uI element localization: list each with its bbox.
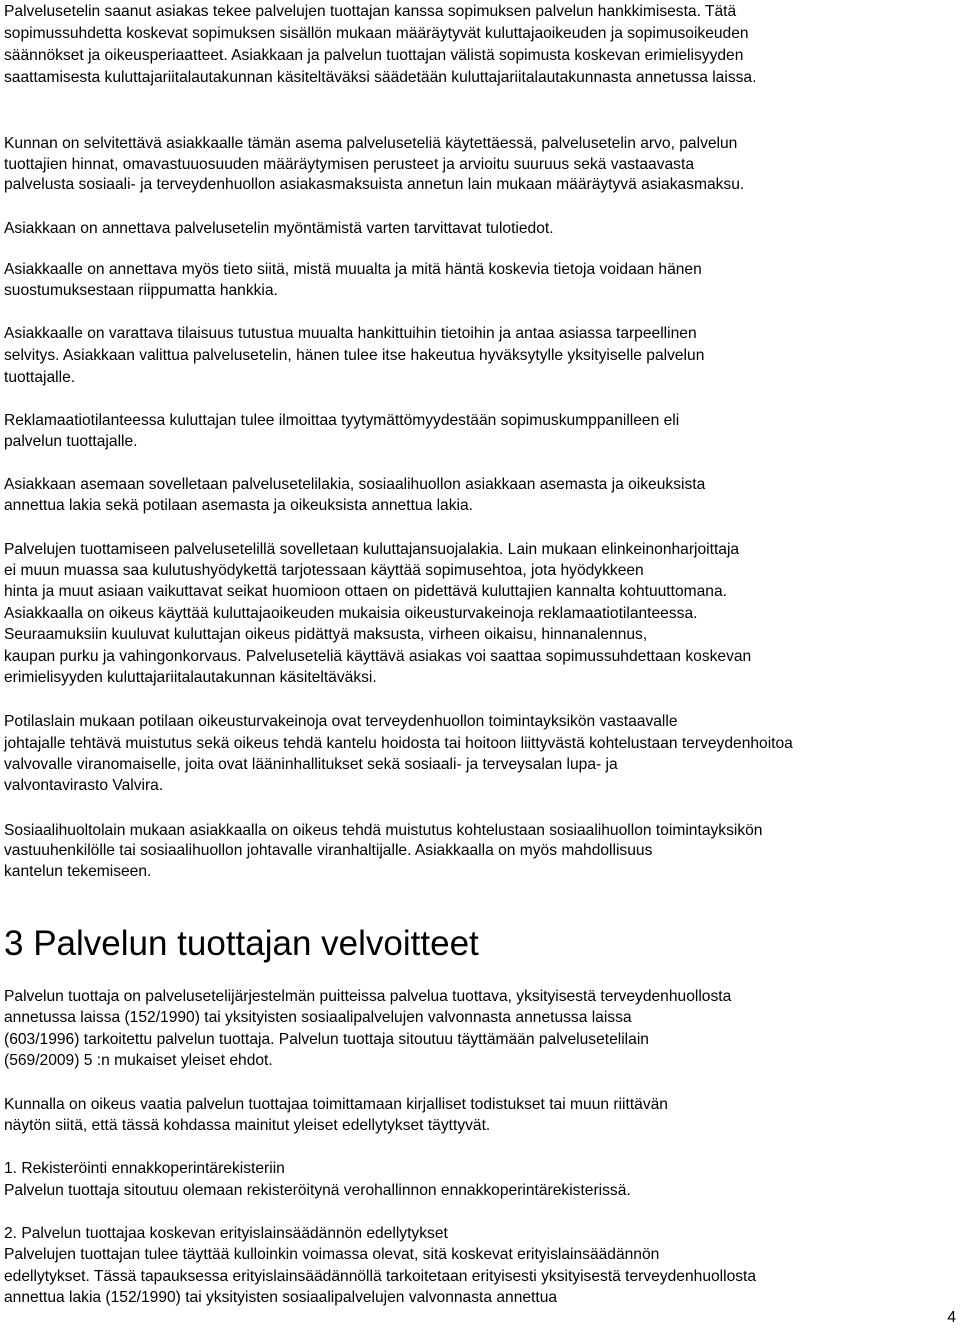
text-line: Sosiaalihuoltolain mukaan asiakkaalla on oikeus tehdä muistutus kohtelustaan sosiaalihuollon toimintayksikön bbox=[4, 822, 763, 839]
text-line: Kunnalla on oikeus vaatia palvelun tuottajaa toimittamaan kirjalliset todistukset tai muun riittävän bbox=[4, 1096, 668, 1113]
section-heading: 3 Palvelun tuottajan velvoitteet bbox=[4, 924, 479, 963]
text-line: suostumuksestaan riippumatta hankkia. bbox=[4, 282, 278, 299]
text-line: Reklamaatiotilanteessa kuluttajan tulee ilmoittaa tyytymättömyydestään sopimuskumppanilleen eli bbox=[4, 412, 680, 429]
text-line: erimielisyyden kuluttajariitalautakunnan käsiteltäväksi. bbox=[4, 669, 377, 686]
text-line: palvelun tuottajalle. bbox=[4, 433, 138, 450]
text-line: saattamisesta kuluttajariitalautakunnan käsiteltäväksi säädetään kuluttajariitalautakunnasta annetussa laissa. bbox=[4, 69, 757, 86]
text-line: Palvelusetelin saanut asiakas tekee palvelujen tuottajan kanssa sopimuksen palvelun hankkimisesta. Tätä bbox=[4, 3, 737, 20]
text-line: selvitys. Asiakkaan valittua palvelusetelin, hänen tulee itse hakeutua hyväksytylle yksityiselle palvelun bbox=[4, 347, 705, 364]
text-line: Palvelun tuottaja sitoutuu olemaan rekisteröitynä verohallinnon ennakkoperintärekisterissä. bbox=[4, 1182, 631, 1199]
text-line: (569/2009) 5 :n mukaiset yleiset ehdot. bbox=[4, 1052, 273, 1069]
text-line: johtajalle tehtävä muistutus sekä oikeus tehdä kantelu hoidosta tai hoitoon liittyvästä kohtelustaan terveydenhoitoa bbox=[4, 735, 793, 752]
text-line: Kunnan on selvitettävä asiakkaalle tämän asema palveluseteliä käytettäessä, palvelusetelin arvo, palvelun bbox=[4, 135, 738, 152]
text-line: tuottajien hinnat, omavastuuosuuden määräytymisen perusteet ja arvioitu suuruus sekä vastaavasta bbox=[4, 156, 694, 173]
text-line: annettua lakia sekä potilaan asemasta ja oikeuksista annettua lakia. bbox=[4, 497, 473, 514]
text-line: Asiakkaalle on varattava tilaisuus tutustua muualta hankittuihin tietoihin ja antaa asiassa tarpeellinen bbox=[4, 325, 697, 342]
text-line: vastuuhenkilölle tai sosiaalihuollon johtavalle viranhaltijalle. Asiakkaalla on myös mahdollisuus bbox=[4, 842, 653, 859]
text-line: Asiakkaalle on annettava myös tieto siitä, mistä muualta ja mitä häntä koskevia tietoja voidaan hänen bbox=[4, 261, 702, 278]
text-line: Palvelujen tuottamiseen palvelusetelillä sovelletaan kuluttajansuojalakia. Lain mukaan elinkeinonharjoittaja bbox=[4, 541, 740, 558]
text-line: (603/1996) tarkoitettu palvelun tuottaja. Palvelun tuottaja sitoutuu täyttämään palvelusetelilain bbox=[4, 1031, 649, 1048]
text-line: edellytykset. Tässä tapauksessa erityislainsäädännöllä tarkoitetaan erityisesti yksityisestä terveydenhuollosta bbox=[4, 1268, 757, 1285]
text-line: Seuraamuksiin kuuluvat kuluttajan oikeus pidättyä maksusta, virheen oikaisu, hinnanalennus, bbox=[4, 626, 648, 643]
list-item-heading: 2. Palvelun tuottajaa koskevan erityislainsäädännön edellytykset bbox=[4, 1225, 448, 1242]
text-line: näytön siitä, että tässä kohdassa mainitut yleiset edellytykset täyttyvät. bbox=[4, 1117, 491, 1134]
text-line: annettua lakia (152/1990) tai yksityisten sosiaalipalvelujen valvonnasta annettua bbox=[4, 1289, 558, 1306]
text-line: Potilaslain mukaan potilaan oikeusturvakeinoja ovat terveydenhuollon toimintayksikön vastaavalle bbox=[4, 713, 678, 730]
list-item-heading: 1. Rekisteröinti ennakkoperintärekisteriin bbox=[4, 1160, 285, 1177]
text-line: annetussa laissa (152/1990) tai yksityisten sosiaalipalvelujen valvonnasta annetussa laissa bbox=[4, 1009, 632, 1026]
page-number: 4 bbox=[947, 1309, 956, 1326]
text-line: Asiakkaan asemaan sovelletaan palvelusetelilakia, sosiaalihuollon asiakkaan asemasta ja oikeuksista bbox=[4, 476, 706, 493]
text-line: kaupan purku ja vahingonkorvaus. Palveluseteliä käyttävä asiakas voi saattaa sopimussuhdettaan koskevan bbox=[4, 648, 752, 665]
text-line: ei muun muassa saa kulutushyödykettä tarjotessaan käyttää sopimusehtoa, jota hyödykkeen bbox=[4, 562, 644, 579]
text-line: tuottajalle. bbox=[4, 369, 76, 386]
text-line: Palvelun tuottaja on palvelusetelijärjestelmän puitteissa palvelua tuottava, yksityisestä terveydenhuollosta bbox=[4, 988, 732, 1005]
text-line: kantelun tekemiseen. bbox=[4, 863, 152, 880]
text-line: hinta ja muut asiaan vaikuttavat seikat huomioon ottaen on pidettävä kuluttajien kannalta kohtuuttomana. bbox=[4, 583, 727, 600]
text-line: säännökset ja oikeusperiaatteet. Asiakkaan ja palvelun tuottajan välistä sopimusta koskevan erimielisyyden bbox=[4, 47, 744, 64]
text-line: Palvelujen tuottajan tulee täyttää kulloinkin voimassa olevat, sitä koskevat erityislainsäädännön bbox=[4, 1246, 660, 1263]
text-line: Asiakkaalla on oikeus käyttää kuluttajaoikeuden mukaisia oikeusturvakeinoja reklamaatiotilanteessa. bbox=[4, 605, 698, 622]
text-line: valvovalle viranomaiselle, joita ovat lääninhallitukset sekä sosiaali- ja terveysalan lupa- ja bbox=[4, 756, 618, 773]
text-line: Asiakkaan on annettava palvelusetelin myöntämistä varten tarvittavat tulotiedot. bbox=[4, 220, 554, 237]
text-line: valvontavirasto Valvira. bbox=[4, 777, 164, 794]
text-line: palvelusta sosiaali- ja terveydenhuollon asiakasmaksuista annetun lain mukaan määräytyvä asiakasmaksu. bbox=[4, 176, 745, 193]
text-line: sopimussuhdetta koskevat sopimuksen sisällön mukaan määräytyvät kuluttajaoikeuden ja sopimusoikeuden bbox=[4, 25, 749, 42]
